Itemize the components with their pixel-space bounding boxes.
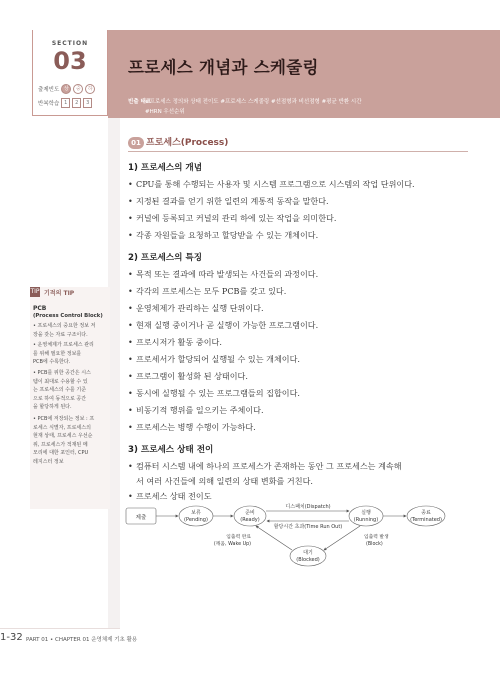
list-item: • 비동기적 행위를 일으키는 주체이다.	[128, 405, 264, 415]
list-item: • 컴퓨터 시스템 내에 하나의 프로세스가 존재하는 동안 그 프로세스는 계속해	[128, 461, 402, 471]
list-item-continued: 서 여러 사건들에 의해 일련의 상태 변화를 거친다.	[136, 476, 313, 486]
keyword-line-2: #HRN 우선순위	[145, 109, 185, 115]
section-01-badge: 01	[128, 137, 144, 149]
list-item: • 각각의 프로세스는 모두 PCB를 갖고 있다.	[128, 286, 287, 296]
pending-state	[179, 506, 213, 526]
level-mid: 중	[73, 84, 83, 94]
footer-chapter: PART 01 • CHAPTER 01 운영체제 기초 활용	[26, 637, 138, 643]
list-item: • 프로세스는 병행 수행이 가능하다.	[128, 422, 256, 432]
terminated-label-en: (Terminated)	[410, 517, 442, 523]
list-item: • 프로시저가 활동 중이다.	[128, 337, 222, 347]
frequency-label: 출제빈도	[38, 87, 60, 93]
subheading-2: 2) 프로세스의 특징	[128, 253, 203, 263]
tip-title: 기적의 TIP	[44, 290, 75, 297]
blocked-state	[290, 546, 326, 566]
tip-item: • PCB를 위한 공간은 시스 템이 최대로 수용할 수 있 는 프로세스의 수를 기준 으로 하여 동적으로 공간 을 할당하게 된다.	[33, 370, 91, 411]
list-item: • CPU를 통해 수행되는 사용자 및 시스템 프로그램으로 시스템의 작업 단위이다.	[128, 179, 415, 189]
list-item: • 커널에 등록되고 커널의 관리 하에 있는 작업을 의미한다.	[128, 213, 337, 223]
keyword-line-1: #프로세스 정의와 상태 전이도 #프로세스 스케줄링 #선점형과 비선점형 #평균 반환 시간	[145, 99, 362, 105]
block-label: 입출력 발생	[364, 535, 389, 540]
tip-term: PCB	[33, 305, 47, 312]
subheading-1: 1) 프로세스의 개념	[128, 163, 203, 173]
keyword-tags	[145, 97, 437, 117]
pending-label-en: (Pending)	[184, 517, 208, 523]
tip-item: • 프로세스의 중요한 정보 저 장을 갖는 자료 구조이다.	[33, 323, 96, 338]
section-01-title: 프로세스(Process)	[146, 138, 229, 148]
block-label-en: (Block)	[366, 542, 383, 547]
frequency-row	[38, 84, 95, 94]
state-transition-diagram	[120, 500, 490, 580]
review-box-1[interactable]: 1	[61, 98, 70, 108]
submit-label: 제출	[135, 515, 147, 521]
review-box-2[interactable]: 2	[72, 98, 81, 108]
list-item: • 프로세서가 할당되어 실행될 수 있는 개체이다.	[128, 354, 300, 364]
level-low: 하	[85, 84, 95, 94]
blocked-label-en: (Blocked)	[296, 557, 320, 563]
section-number: 03	[53, 47, 87, 75]
footer-divider	[0, 628, 120, 629]
list-item: • 목적 또는 결과에 따라 발생되는 사건들의 과정이다.	[128, 269, 319, 279]
dispatch-label: 디스패치(Dispatch)	[285, 504, 331, 510]
page-title: 프로세스 개념과 스케줄링	[128, 58, 319, 77]
review-box-3[interactable]: 3	[83, 98, 92, 108]
wakeup-label: 입출력 완료	[226, 535, 251, 540]
tip-item: • 운영체제가 프로세스 관리 를 위해 필요한 정보를 PCB에 수록한다.	[33, 342, 94, 366]
running-state	[349, 506, 383, 526]
pending-label: 보류	[191, 510, 201, 516]
running-label-en: (Running)	[353, 517, 379, 523]
ready-label-en: (Ready)	[240, 517, 260, 523]
section-divider	[128, 151, 468, 152]
ready-label: 준비	[245, 510, 255, 516]
list-item: • 프로그램이 활성화 된 상태이다.	[128, 371, 248, 381]
section-label: SECTION	[51, 40, 89, 47]
level-high: 상	[61, 84, 71, 94]
wakeup-label-en: (깨움, Wake Up)	[213, 542, 251, 547]
keyword-label: 빈출 태그	[128, 99, 152, 105]
list-item: • 지정된 결과를 얻기 위한 일련의 계통적 동작을 말한다.	[128, 196, 329, 206]
subheading-3: 3) 프로세스 상태 전이	[128, 445, 214, 455]
list-item: • 동시에 실행될 수 있는 프로그램들의 집합이다.	[128, 388, 300, 398]
tip-term-full: (Process Control Block)	[33, 313, 103, 319]
terminated-label: 종료	[421, 510, 431, 516]
review-row	[38, 98, 92, 108]
timerunout-label: 할당시간 초과(Time Run Out)	[273, 524, 343, 530]
list-item: • 현재 실행 중이거나 곧 실행이 가능한 프로그램이다.	[128, 320, 319, 330]
list-item: • 각종 자원들을 요청하고 할당받을 수 있는 개체이다.	[128, 230, 319, 240]
tip-item: • PCB에 저장되는 정보 : 프 로세스 식별자, 프로세스의 현재 상태, 프로세스 우선순 위, 프로세스가 적재된 메 모리에 대한 포인터, CPU 레지스터 정보	[33, 416, 95, 465]
list-item: • 운영체제가 관리하는 실행 단위이다.	[128, 303, 264, 313]
ready-state	[234, 506, 266, 526]
review-label: 반복학습	[38, 101, 60, 107]
list-item: • 프로세스 상태 전이도	[128, 491, 212, 501]
running-label: 실행	[361, 510, 371, 516]
tip-icon: TIP	[30, 288, 40, 295]
terminated-state	[407, 506, 445, 526]
blocked-label: 대기	[303, 550, 313, 556]
page-number: 1-32	[0, 632, 23, 643]
